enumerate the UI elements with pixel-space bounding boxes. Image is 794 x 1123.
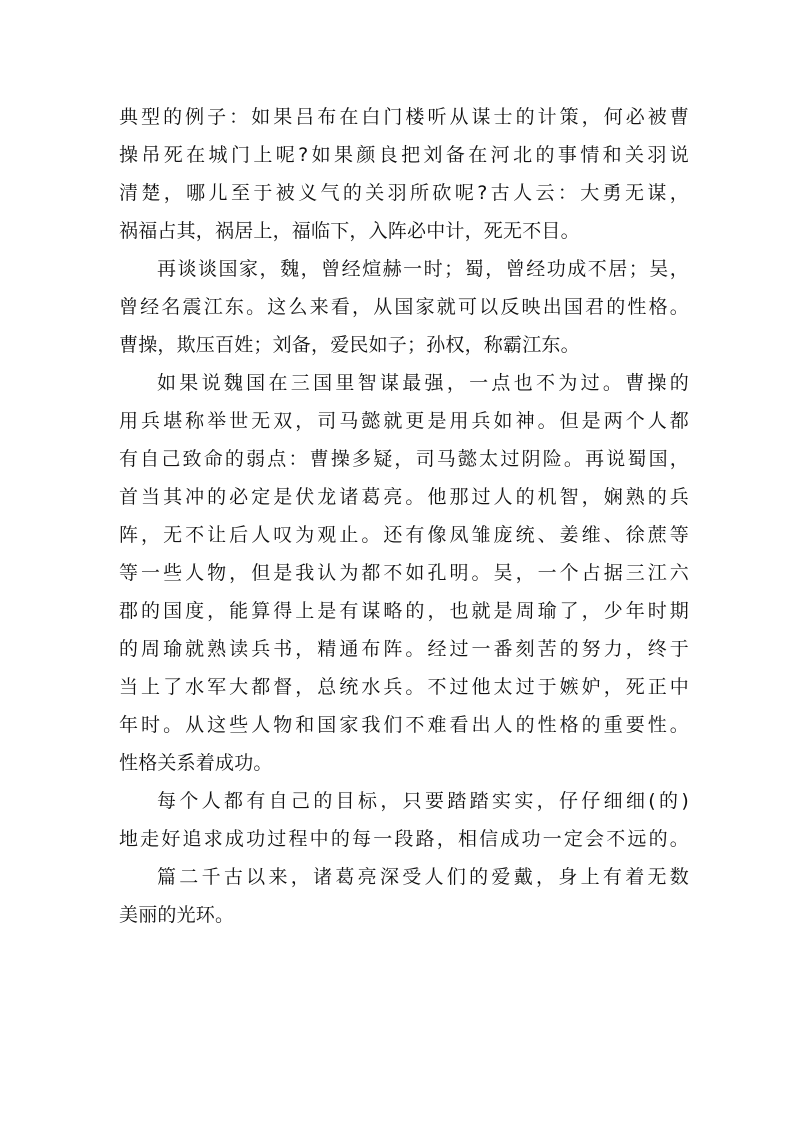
text-line: 用兵堪称举世无双，司马懿就更是用兵如神。但是两个人都 xyxy=(119,410,689,432)
text-line: 郡的国度，能算得上是有谋略的，也就是周瑜了，少年时期 xyxy=(119,600,689,622)
text-line: 阵，无不让后人叹为观止。还有像凤雏庞统、姜维、徐蔗等 xyxy=(119,524,689,546)
text-line: 每个人都有自己的目标，只要踏踏实实，仔仔细细(的) xyxy=(157,790,689,812)
text-line: 操吊死在城门上呢?如果颜良把刘备在河北的事情和关羽说 xyxy=(119,144,689,166)
text-line: 再谈谈国家，魏，曾经煊赫一时；蜀，曾经功成不居；吴， xyxy=(157,258,689,280)
essay-text-body xyxy=(119,98,689,934)
text-line: 如果说魏国在三国里智谋最强，一点也不为过。曹操的 xyxy=(157,372,689,394)
text-line: 曾经名震江东。这么来看，从国家就可以反映出国君的性格。 xyxy=(119,296,689,318)
text-line: 祸福占其，祸居上，福临下，入阵必中计，死无不目。 xyxy=(119,220,580,242)
text-line: 首当其冲的必定是伏龙诸葛亮。他那过人的机智，娴熟的兵 xyxy=(119,486,689,508)
text-line: 美丽的光环。 xyxy=(119,904,235,926)
text-line: 等一些人物，但是我认为都不如孔明。吴，一个占据三江六 xyxy=(119,562,689,584)
text-line: 有自己致命的弱点：曹操多疑，司马懿太过阴险。再说蜀国， xyxy=(119,448,689,470)
text-line: 典型的例子：如果吕布在白门楼听从谋士的计策，何必被曹 xyxy=(119,106,689,128)
text-line: 篇二千古以来，诸葛亮深受人们的爱戴，身上有着无数 xyxy=(157,866,689,888)
text-line: 清楚，哪儿至于被义气的关羽所砍呢?古人云：大勇无谋， xyxy=(119,182,689,204)
text-line: 地走好追求成功过程中的每一段路，相信成功一定会不远的。 xyxy=(119,828,689,850)
text-line: 年时。从这些人物和国家我们不难看出人的性格的重要性。 xyxy=(119,714,689,736)
text-line: 当上了水军大都督，总统水兵。不过他太过于嫉妒，死正中 xyxy=(119,676,689,698)
text-line: 曹操，欺压百姓；刘备，爱民如子；孙权，称霸江东。 xyxy=(119,334,580,356)
text-line: 的周瑜就熟读兵书，精通布阵。经过一番刻苦的努力，终于 xyxy=(119,638,689,660)
text-line: 性格关系着成功。 xyxy=(119,752,273,774)
